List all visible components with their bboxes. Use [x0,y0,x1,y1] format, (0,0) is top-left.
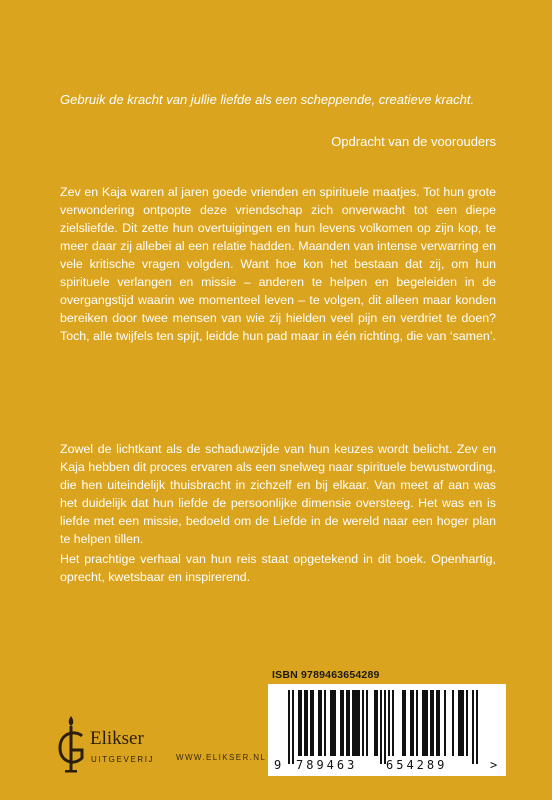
barcode-bar [340,690,342,756]
barcode-bar [412,690,414,756]
blurb-paragraph-1: Zev en Kaja waren al jaren goede vrienden en spirituele maatjes. Tot hun grote verwondering ontpopte deze vriendschap zich onverwacht tot een diepe zielsliefde. Dit zette hun overtuigingen en hun levens volkomen op zijn kop, te meer daar zij allebei al een relatie hadden. Maanden van intense verwarring en vele kritische vragen volgden. Want hoe kon het bestaan dat zij, om hun spirituele verlangen en missie – anderen te helpen en begeleiden in de overgangstijd waarin we momenteel leven – te volgen, dit alleen maar konden bereiken door twee mensen van wie zij hielden veel pijn en verdriet te doen? Toch, alle twijfels ten spijt, leidde hun pad maar in één richting, die van ‘samen’. [60,185,496,343]
epigraph-quote: Gebruik de kracht van jullie liefde als een scheppende, creatieve kracht. [60,92,475,107]
barcode-bar [376,690,378,756]
barcode-bar [416,690,418,756]
barcode-bar [332,690,334,756]
barcode-bar [300,690,302,756]
barcode-bar [358,690,360,756]
barcode-bar [306,690,308,756]
barcode-bar [422,690,424,756]
barcode-left-digits: 789463 [296,758,358,772]
barcode-bar [310,690,312,756]
barcode-bar [352,690,354,756]
barcode-bar [462,690,464,756]
barcode-bar [424,690,426,756]
blurb-paragraph-3: Het prachtige verhaal van hun reis staat opgetekend in dit boek. Openhartig, oprecht, kwetsbaar en inspirerend. [60,552,496,584]
barcode-bar [452,690,454,756]
barcode-bar [304,690,306,756]
barcode-bar [374,690,376,756]
barcode-bar [380,690,382,764]
barcode-right-digits: 654289 [386,758,448,772]
barcode-digits [268,758,506,774]
barcode-bar [348,690,350,756]
barcode-bar [410,690,412,756]
barcode-bar [430,690,432,756]
barcode-bar [346,690,348,756]
barcode-bar [476,690,478,764]
barcode-bar [460,690,462,756]
barcode-bar [438,690,440,756]
barcode-bar [366,690,368,756]
barcode-arrow: > [490,758,498,772]
barcode-bar [472,690,474,764]
barcode-bar [436,690,438,756]
publisher-subtitle: UITGEVERIJ [91,755,155,764]
barcode-bar [288,690,290,764]
barcode-bar [318,690,320,756]
barcode-bar [426,690,428,756]
publisher-logo [54,714,174,774]
barcode-bar [388,690,390,756]
barcode-bar [458,690,460,756]
barcode-bar [330,690,332,756]
barcode-bar [324,690,326,756]
publisher-website: WWW.ELIKSER.NL [176,753,267,762]
barcode-bar [356,690,358,756]
barcode-bar [444,690,446,756]
barcode-bar [320,690,322,756]
barcode-bar [384,690,386,764]
barcode-bar [312,690,314,756]
blurb-paragraph-2: Zowel de lichtkant als de schaduwzijde van hun keuzes wordt belicht. Zev en Kaja hebben dit proces ervaren als een snelweg naar spirituele bewustwording, die hen uiteindelijk thuisbracht in zichzelf en bij elkaar. Van meet af aan was het duidelijk dat hun liefde de persoonlijke dimensie oversteeg. Het was en is liefde met een missie, bedoeld om de Liefde in de wereld naar een hoger plan te helpen tillen. [60,442,496,546]
barcode-bar [342,690,344,756]
publisher-name: Elikser [90,728,144,749]
barcode-first-digit: 9 [274,758,282,772]
barcode-bar [354,690,356,756]
barcode-bar [334,690,336,756]
barcode-bar [432,690,434,756]
isbn-label: ISBN 9789463654289 [272,669,380,681]
epigraph-attribution: Opdracht van de voorouders [331,134,496,149]
barcode-bar [298,690,300,756]
barcode-bar [404,690,406,756]
barcode-bar [362,690,364,756]
barcode-bar [466,690,468,756]
isbn-barcode [268,684,506,776]
candle-g-monogram-icon [54,714,88,774]
barcode-bar [292,690,294,764]
barcode-bar [402,690,404,756]
barcode-bar [392,690,394,756]
